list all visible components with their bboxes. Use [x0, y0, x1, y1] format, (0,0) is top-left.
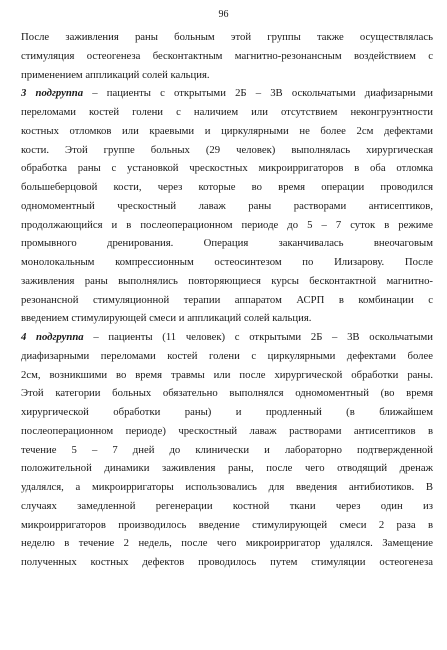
text-line: продолжающийся и в послеоперационном периоде до 5 – 7 суток в режиме	[21, 218, 433, 231]
text-line: стимуляция остеогенеза бесконтактным магнитно-резонансным воздействием с	[21, 49, 433, 62]
text-line: кости. Этой группе больных (29 человек) выполнялась хирургическая	[21, 143, 433, 156]
text-line: После заживления раны больным этой группы также осуществлялась	[21, 31, 433, 43]
page-number: 96	[218, 9, 229, 20]
subgroup-4-line	[21, 328, 433, 347]
text-line: случаях замедленной регенерации костной ткани через один из	[21, 499, 433, 512]
text-line: Этой категории больных обязательно выполнялся одномоментный (во время	[21, 387, 433, 400]
text-line: микроирригаторов производилось введение стимулирующей смеси 2 раза в	[21, 518, 433, 531]
subgroup-4-text: – пациенты (11 человек) с открытыми 2Б – 3В оскольчатыми	[83, 331, 434, 343]
subgroup-3-heading: 3 подгруппа	[21, 87, 84, 100]
text-line: течение 5 – 7 дней до клинически и лабораторно подтвержденной	[21, 443, 433, 456]
text-line: положительной динамики заживления раны, после чего отводящий дренаж	[21, 462, 433, 475]
text-line: 2см, возникшими во время травмы или после хирургической обработки раны.	[21, 368, 433, 381]
text-line: промывного дренирования. Операция заканчивалась внеочаговым	[21, 237, 433, 250]
text-line: удалялся, а микроирригаторы использовались для введения антибиотиков. В	[21, 481, 433, 493]
body-text	[21, 28, 433, 572]
text-line: переломами костей голени с наличием или отсутствием неконгруэнтности	[21, 106, 433, 118]
text-line: применением аппликаций солей кальция.	[21, 68, 210, 81]
text-line: послеоперационном периоде) чрескостный лаваж растворами антисептиков в	[21, 424, 433, 437]
text-line: диафизарными переломами костей голени с циркулярными дефектами более	[21, 349, 433, 362]
text-line: неделю в течение 2 недель, после чего микроирригатор удалялся. Замещение	[21, 537, 433, 550]
text-line: введением стимулирующей смеси и аппликаций солей кальция.	[21, 312, 312, 325]
text-line: резонансной стимуляционной терапии аппаратом АСРП в комбинации с	[21, 293, 433, 306]
text-line: обработка раны с установкой чрескостных микроирригаторов в оба отломка	[21, 162, 433, 175]
subgroup-3-line	[21, 84, 433, 103]
subgroup-4-heading: 4 подгруппа	[21, 331, 84, 343]
text-line: одномоментный чрескостный лаваж раны растворами антисептиков,	[21, 199, 433, 212]
subgroup-3-text: – пациенты с открытыми 2Б – 3В оскольчатыми диафизарными	[83, 87, 433, 100]
text-line: заживления раны выполнялись повторяющиеся курсы бесконтактной магнитно-	[21, 274, 433, 287]
text-line: хирургической обработки раны) и продленный (в ближайшем	[21, 406, 433, 418]
text-line: костных отломков или краевыми и циркулярными не более 2см дефектами	[21, 124, 433, 137]
text-line: полученных костных дефектов проводилось путем стимуляции остеогенеза	[21, 556, 433, 568]
text-line: большеберцовой кости, через которые во время операции проводился	[21, 181, 433, 193]
text-line: монолокальным компрессионным остеосинтезом по Илизарову. После	[21, 256, 433, 268]
